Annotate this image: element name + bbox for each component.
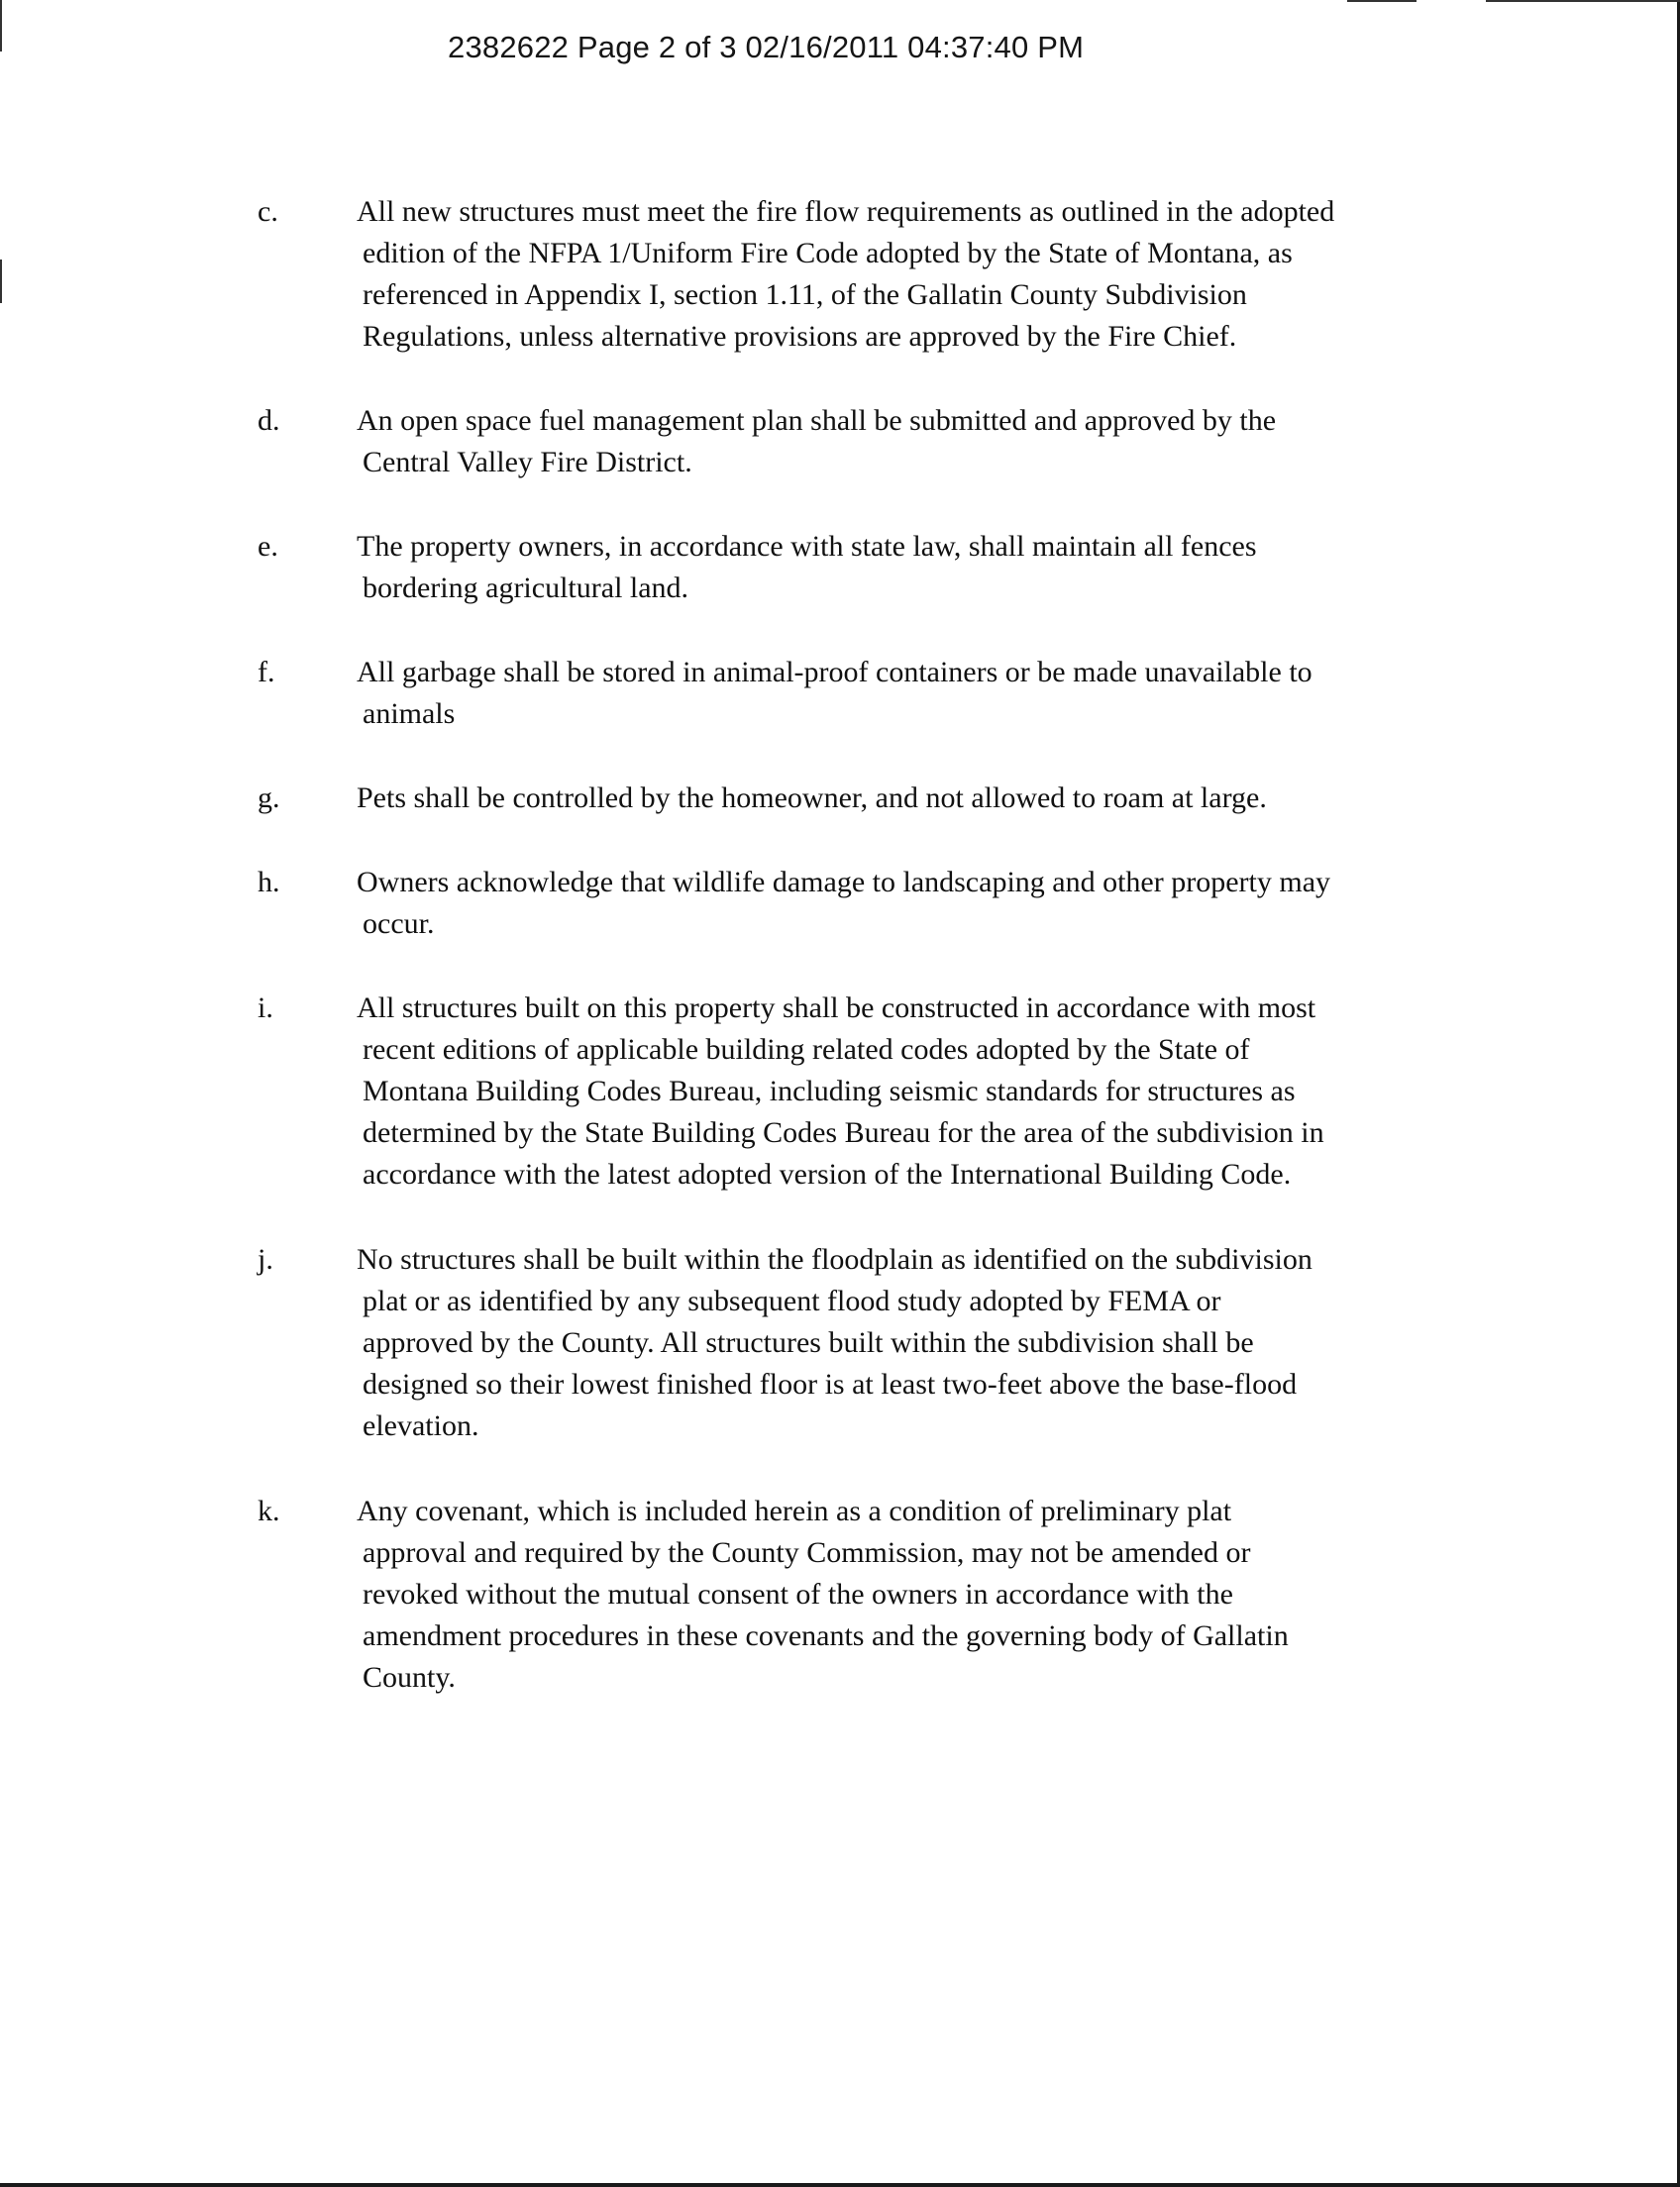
covenant-item-letter: k. [258, 1495, 280, 1527]
covenant-item-line: Any covenant, which is included herein as a condition of preliminary plat [357, 1495, 1232, 1527]
covenant-item-line: Pets shall be controlled by the homeowner, and not allowed to roam at large. [357, 781, 1267, 814]
covenant-item-line: accordance with the latest adopted version of the International Building Code. [363, 1158, 1292, 1191]
covenant-item-line: Owners acknowledge that wildlife damage to landscaping and other property may [357, 866, 1331, 898]
covenant-item-letter: e. [258, 530, 278, 563]
scan-mark-top [1486, 0, 1680, 2]
covenant-item-line: All garbage shall be stored in animal-proof containers or be made unavailable to [357, 656, 1312, 688]
covenant-item-line: designed so their lowest finished floor is at least two-feet above the base-flood [363, 1368, 1298, 1401]
covenant-item-letter: f. [258, 656, 275, 688]
covenant-item-text [357, 191, 1476, 358]
covenant-item-line: animals [363, 697, 456, 730]
covenant-item-letter: h. [258, 866, 280, 898]
covenant-item-text [357, 988, 1476, 1196]
covenant-item-line: County. [363, 1661, 456, 1694]
covenant-item-line: All new structures must meet the fire flow requirements as outlined in the adopted [357, 195, 1335, 228]
covenant-item-text [357, 400, 1476, 483]
covenant-item-line: Montana Building Codes Bureau, including seismic standards for structures as [363, 1075, 1296, 1107]
covenant-item-letter: j. [258, 1243, 273, 1276]
scan-edge-bottom [0, 2183, 1680, 2187]
covenant-item-text [357, 778, 1476, 819]
covenant-item-text [357, 652, 1476, 735]
covenant-item-text [357, 526, 1476, 609]
scan-mark-left [0, 260, 2, 303]
covenant-item-letter: g. [258, 781, 280, 814]
covenant-item-line: amendment procedures in these covenants and the governing body of Gallatin [363, 1619, 1289, 1652]
covenant-item-line: determined by the State Building Codes Bureau for the area of the subdivision in [363, 1116, 1324, 1149]
covenant-item-line: elevation. [363, 1409, 479, 1442]
covenant-item-line: edition of the NFPA 1/Uniform Fire Code adopted by the State of Montana, as [363, 237, 1293, 269]
covenant-item-line: approval and required by the County Commission, may not be amended or [363, 1536, 1251, 1569]
recording-stamp: 2382622 Page 2 of 3 02/16/2011 04:37:40 PM [448, 30, 1085, 64]
covenant-item-line: An open space fuel management plan shall be submitted and approved by the [357, 404, 1277, 437]
covenant-item-line: Central Valley Fire District. [363, 446, 692, 478]
covenant-item-line: bordering agricultural land. [363, 572, 689, 604]
covenant-item-line: No structures shall be built within the floodplain as identified on the subdivision [357, 1243, 1312, 1276]
covenant-item-line: All structures built on this property shall be constructed in accordance with most [357, 991, 1316, 1024]
covenant-item-letter: d. [258, 404, 280, 437]
covenant-item-line: revoked without the mutual consent of the owners in accordance with the [363, 1578, 1233, 1611]
covenant-item-line: approved by the County. All structures built within the subdivision shall be [363, 1326, 1254, 1359]
covenant-item-text [357, 1491, 1476, 1699]
covenant-item-text [357, 862, 1476, 945]
covenant-item-letter: c. [258, 195, 278, 228]
covenant-item-line: occur. [363, 907, 435, 940]
covenant-item-line: The property owners, in accordance with state law, shall maintain all fences [357, 530, 1257, 563]
covenant-item-line: referenced in Appendix I, section 1.11, of the Gallatin County Subdivision [363, 278, 1247, 311]
covenant-item-line: Regulations, unless alternative provisions are approved by the Fire Chief. [363, 320, 1237, 353]
scan-mark-top [1347, 0, 1417, 2]
scan-mark-left [0, 0, 2, 52]
covenant-item-letter: i. [258, 991, 273, 1024]
covenant-item-line: recent editions of applicable building related codes adopted by the State of [363, 1033, 1250, 1066]
covenant-item-line: plat or as identified by any subsequent flood study adopted by FEMA or [363, 1285, 1221, 1317]
covenant-item-text [357, 1239, 1476, 1447]
